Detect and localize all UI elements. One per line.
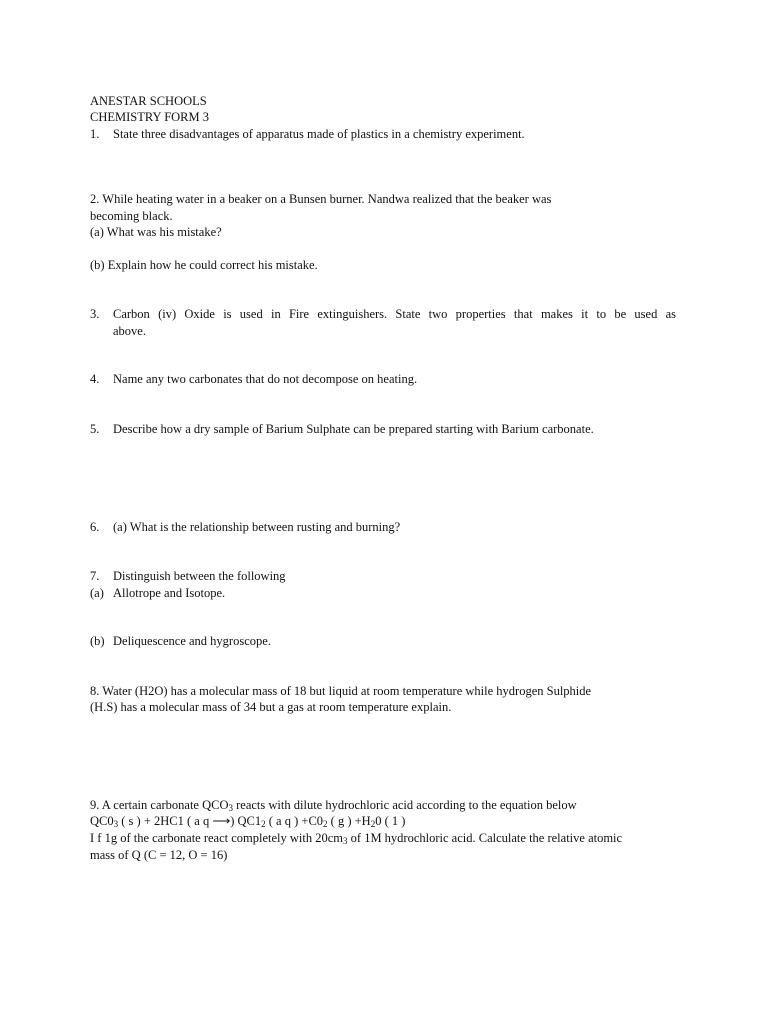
part-label: (b) bbox=[90, 634, 105, 648]
question-text: (a) What is the relationship between rusting and burning? bbox=[113, 520, 401, 534]
question-text-continued: above. bbox=[113, 323, 146, 338]
school-name: ANESTAR SCHOOLS bbox=[90, 94, 207, 108]
eq-part: ( s ) + 2HC1 ( a q ⟶) QC1 bbox=[118, 814, 262, 828]
question-4 bbox=[90, 371, 417, 388]
q9-subscript: 3 bbox=[343, 836, 348, 846]
question-text: State three disadvantages of apparatus made of plastics in a chemistry experiment. bbox=[113, 127, 525, 141]
question-number: 5. bbox=[90, 422, 100, 436]
question-7 bbox=[90, 568, 286, 585]
question-number: 1. bbox=[90, 127, 100, 141]
question-number: 7. bbox=[90, 569, 100, 583]
subject-title: CHEMISTRY FORM 3 bbox=[90, 110, 210, 124]
question-8-line-2: (H.S) has a molecular mass of 34 but a gas at room temperature explain. bbox=[90, 700, 452, 714]
part-text: Deliquescence and hygroscope. bbox=[113, 634, 271, 648]
q9-text-post: reacts with dilute hydrochloric acid according to the equation below bbox=[233, 798, 577, 812]
question-9-line-1 bbox=[90, 797, 577, 814]
question-number: 6. bbox=[90, 520, 100, 534]
question-text: Name any two carbonates that do not decompose on heating. bbox=[113, 372, 418, 386]
q9-text: I f 1g of the carbonate react completely with 20cm bbox=[90, 831, 344, 845]
question-8-line-1: 8. Water (H2O) has a molecular mass of 18 but liquid at room temperature while hydrogen Sulphide bbox=[90, 684, 592, 698]
question-7b bbox=[90, 633, 271, 650]
q9-text: of 1M hydrochloric acid. Calculate the relative atomic bbox=[347, 831, 623, 845]
question-text: Distinguish between the following bbox=[113, 569, 286, 583]
eq-part: 0 ( 1 ) bbox=[375, 814, 406, 828]
question-1 bbox=[90, 126, 525, 143]
question-9-line-3 bbox=[90, 830, 622, 847]
q9-subscript: 3 bbox=[228, 803, 233, 813]
eq-part: ( a q ) +C0 bbox=[265, 814, 324, 828]
question-6 bbox=[90, 519, 400, 536]
question-2-line-2: becoming black. bbox=[90, 209, 173, 223]
eq-part: QC0 bbox=[90, 814, 114, 828]
eq-part: ( g ) +H bbox=[327, 814, 371, 828]
eq-subscript: 2 bbox=[370, 819, 376, 829]
question-number: 3. bbox=[90, 307, 100, 321]
part-label: (a) bbox=[90, 586, 104, 600]
question-3 bbox=[90, 306, 676, 339]
question-text: Carbon (iv) Oxide is used in Fire extinguishers. State two properties that makes it to be used as bbox=[113, 307, 676, 321]
question-2b: (b) Explain how he could correct his mistake. bbox=[90, 258, 318, 272]
question-number: 4. bbox=[90, 372, 100, 386]
question-9-line-4: mass of Q (C = 12, O = 16) bbox=[90, 848, 228, 862]
eq-subscript: 2 bbox=[323, 819, 328, 829]
eq-subscript: 2 bbox=[261, 819, 266, 829]
chemical-equation bbox=[90, 813, 405, 830]
question-2a: (a) What was his mistake? bbox=[90, 225, 222, 239]
question-2-line-1: 2. While heating water in a beaker on a Bunsen burner. Nandwa realized that the beaker was bbox=[90, 192, 552, 206]
part-text: Allotrope and Isotope. bbox=[113, 586, 226, 600]
question-7a bbox=[90, 585, 225, 602]
question-text: Describe how a dry sample of Barium Sulphate can be prepared starting with Barium carbonate. bbox=[113, 422, 594, 436]
eq-subscript: 3 bbox=[113, 819, 119, 829]
question-5 bbox=[90, 421, 594, 438]
q9-text-pre: 9. A certain carbonate QCO bbox=[90, 798, 229, 812]
